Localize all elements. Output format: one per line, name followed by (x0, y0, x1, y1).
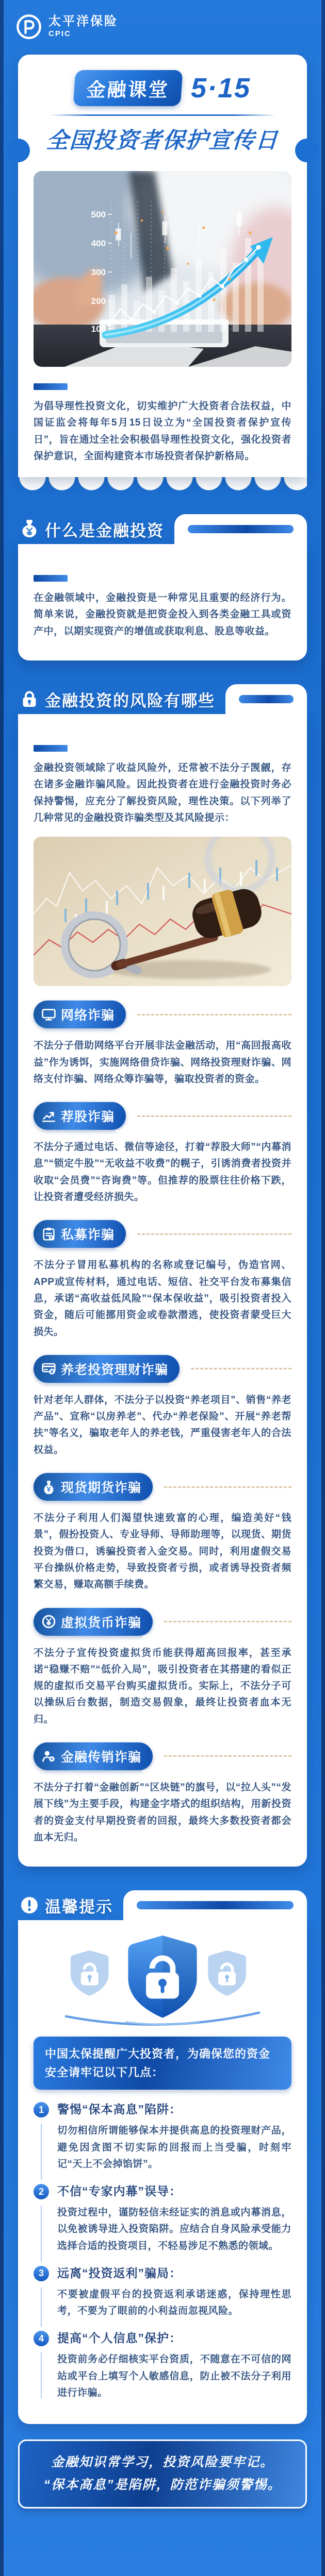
lock-icon (19, 689, 40, 709)
fraud-item-stock-tips: 荐股诈骗 不法分子通过电话、微信等途径，打着“荐股大师”“内幕消息”“锁定牛股”“无收益不收费”的幌子，引诱消费者投资并收取“会员费”“咨询费”等。但推荐的股票往往价格下跌，让投资者遭受经济损失。 (34, 1102, 291, 1206)
ticket-perforation-edge (18, 477, 307, 490)
risks-intro: 金融投资领域除了收益风险外，还常被不法分子觊觎，存在诸多金融诈骗风险。因此投资者在进行金融投资时务必保持警惕，应充分了解投资风险，理性决策。以下列举了几种常见的金融投资诈骗类型及其风险提示： (34, 762, 291, 823)
dashed-divider (164, 1486, 291, 1488)
tip-item (34, 2184, 291, 2255)
ticket-notch-right (295, 139, 319, 162)
gavel-handcuffs-photo (34, 837, 291, 986)
tip-item (34, 2266, 291, 2319)
tip-number: 2 (34, 2184, 49, 2199)
brand-abbr: CPIC (48, 29, 71, 39)
section-tips (18, 1890, 307, 2424)
fraud-badge: 私募诈骗 (34, 1220, 126, 1248)
paragraph-accent-bar (34, 575, 68, 582)
fraud-item-crypto: 虚拟货币诈骗 不法分子宣传投资虚拟货币能获得超高回报率，甚至承诺“稳赚不赔”“低价入局”，吸引投资者在其搭建的看似正规的虚拟币交易平台购买虚拟货币。实际上，不法分子可以操纵后台数据，制造交易假象，最终让投资者血本无归。 (34, 1608, 291, 1728)
fraud-item-pyramid: 金融传销诈骗 不法分子打着“金融创新”“区块链”的旗号，以“拉人头”“发展下线”为主要手段，构建金字塔式的组织结构，用新投资者的资金支付早期投资者的回报，最终大多数投资者都会血本无归。 (34, 1742, 291, 1846)
bank-card-icon (42, 1362, 56, 1376)
tip-body: 投资前务必仔细核实平台资质，不随意在不可信的网站或平台上填写个人敏感信息，防止被不法分子利用进行诈骗。 (57, 2354, 291, 2398)
hero-intro: 为倡导理性投资文化，切实维护广大投资者合法权益，中国证监会将每年5月15日设立为“全国投资者保护宣传日”，旨在通过全社会积极倡导理性投资文化，强化投资者保护意识，全面构建资本市场投资者保护新格局。 (34, 401, 291, 462)
svg-text:100: 100 (91, 324, 106, 334)
shield-left (71, 1951, 109, 1996)
svg-text:400: 400 (91, 239, 106, 248)
header-pill-bar (188, 525, 294, 533)
yen-coin-icon (42, 1615, 56, 1629)
dashed-divider (137, 1014, 291, 1015)
monitor-icon (42, 1008, 56, 1022)
dashed-divider (191, 1368, 291, 1369)
hero-date: 5·15 (190, 73, 251, 104)
tip-number: 4 (34, 2331, 49, 2346)
fraud-badge: 现货期货诈骗 (34, 1473, 153, 1501)
section-title: 温馨提示 (45, 1897, 113, 1916)
svg-text:500: 500 (91, 210, 106, 219)
fraud-item-private-fund: 私募诈骗 不法分子冒用私募机构的名称或登记编号，伪造官网、APP或宣传材料，通过电话、短信、社交平台发布募集信息，承诺“高收益低风险”“保本保收益”，吸引投资者投入资金，随后可能挪用资金或卷款潜逃，使投资者蒙受巨大损失。 (34, 1220, 291, 1340)
fraud-badge: 养老投资理财诈骗 (34, 1355, 180, 1383)
stock-chart-icon (42, 1109, 56, 1123)
slogan-line-1: 金融知识常学习，投资风险要牢记。 (51, 2455, 274, 2470)
section-title: 金融投资的风险有哪些 (45, 691, 215, 710)
tip-body: 切勿相信所谓能够保本并提供高息的投资理财产品，避免因贪图不切实际的回报而上当受骗，时刻牢记“天上不会掉馅饼”。 (57, 2125, 291, 2170)
hero-title-row (34, 70, 291, 106)
tip-number: 3 (34, 2266, 49, 2281)
slogan-line-2: “保本高息”是陷阱，防范诈骗须警惕。 (43, 2478, 282, 2492)
section-title: 什么是金融投资 (45, 521, 164, 540)
tip-item (34, 2102, 291, 2173)
fraud-badge: 金融传销诈骗 (34, 1742, 153, 1770)
tip-item (34, 2331, 291, 2401)
tip-title: 提高“个人信息”保护： (57, 2331, 182, 2345)
paragraph-accent-bar (34, 383, 68, 390)
dashed-divider (164, 1621, 291, 1622)
alert-icon (19, 1895, 40, 1916)
svg-text:300: 300 (91, 267, 106, 277)
fraud-badge: 虚拟货币诈骗 (34, 1608, 153, 1636)
fraud-item-network: 网络诈骗 不法分子借助网络平台开展非法金融活动，用“高回报高收益”作为诱饵，实施网络借贷诈骗、网络投资理财诈骗、网络支付诈骗、网络众筹诈骗等，骗取投资者的资金。 (34, 1001, 291, 1088)
tip-title: 警惕“保本高息”陷阱： (57, 2103, 182, 2116)
clipboard-icon (42, 1227, 56, 1241)
tip-body: 不要被虚假平台的投资返利承诺迷惑，保持理性思考，不要为了眼前的小利益而忽视风险。 (57, 2289, 291, 2317)
shield-center (128, 1936, 197, 2018)
tablet-chart-photo (34, 171, 291, 367)
brand-header (0, 0, 325, 40)
hero-photo (34, 171, 291, 367)
dashed-divider (164, 1755, 291, 1757)
header-pill-bar (137, 1901, 294, 1909)
money-bag-icon (19, 519, 40, 539)
svg-text:200: 200 (91, 296, 106, 306)
person-network-icon (42, 1749, 56, 1763)
divider (49, 114, 276, 116)
fraud-item-elder-finance: 养老投资理财诈骗 针对老年人群体，不法分子以投资“养老项目”、销售“养老产品”、宣称“以房养老”、代办“养老保险”、开展“养老帮扶”等名义，骗取老年人的养老钱，严重侵害老年人的合法权益。 (34, 1355, 291, 1459)
dashed-divider (137, 1233, 291, 1235)
money-bag-icon (42, 1480, 56, 1494)
footer-slogan (18, 2439, 307, 2509)
tips-list (34, 2102, 291, 2401)
reminder-banner: 中国太保提醒广大投资者，为确保您的资金安全请牢记以下几点： (34, 2037, 291, 2090)
brand-name: 太平洋保险 (48, 14, 118, 29)
hero-card (18, 55, 307, 490)
ticket-notch-left (6, 139, 30, 162)
section-investment-risks (18, 684, 307, 1867)
tip-number: 1 (34, 2102, 49, 2117)
fraud-item-futures: 现货期货诈骗 不法分子利用人们渴望快速致富的心理，编造美好“钱景”，假扮投资人、专业导师、导师助理等，以现货、期货投资为借口，诱骗投资者入金交易。同时，利用虚假交易平台操纵价格走势，导致投资者亏损，或者诱导投资者频繁交易，赚取高额手续费。 (34, 1473, 291, 1593)
header-pill-bar (239, 695, 294, 703)
fraud-badge: 荐股诈骗 (34, 1102, 126, 1130)
section-body: 在金融领域中，金融投资是一种常见且重要的经济行为。简单来说，金融投资就是把资金投入到各类金融工具或资产中，以期实现资产的增值或获取利息、股息等收益。 (34, 592, 291, 637)
section-what-is-investment (18, 514, 307, 660)
tip-title: 远离“投资返利”骗局： (57, 2266, 182, 2280)
dashed-divider (137, 1115, 291, 1117)
hero-badge: 金融课堂 (73, 70, 183, 106)
tip-body: 投资过程中，谨防轻信未经证实的消息或内幕消息，以免被诱导进入投资陷阱。应结合自身风险承受能力选择合适的投资项目，不轻易涉足不熟悉的领域。 (57, 2207, 291, 2251)
shield-right (208, 1951, 246, 1996)
paragraph-accent-bar (34, 745, 68, 752)
page-title: 全国投资者保护宣传日 (45, 128, 280, 153)
tip-title: 不信“专家内幕”误导： (57, 2184, 182, 2198)
security-shields-illustration (52, 1935, 273, 2027)
fraud-badge: 网络诈骗 (34, 1001, 126, 1028)
cpic-logo-icon (15, 13, 42, 40)
